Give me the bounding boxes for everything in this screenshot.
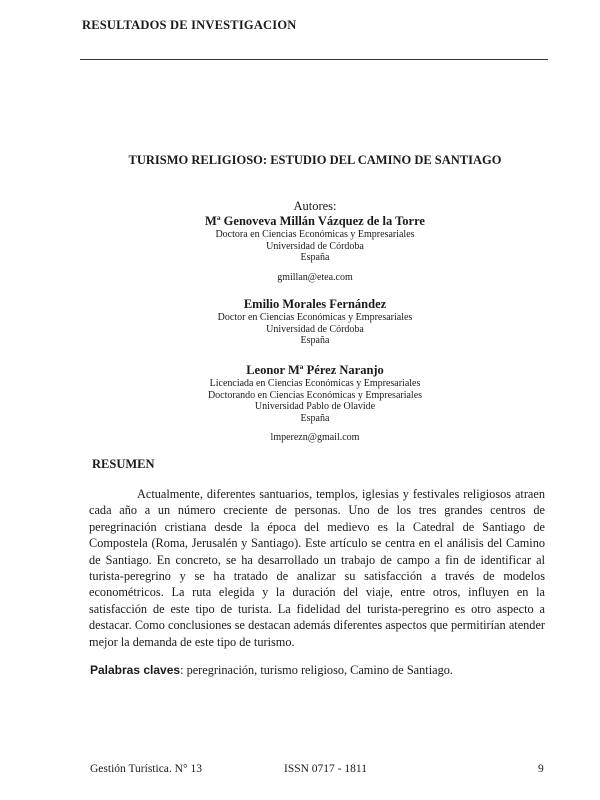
author-name: Mª Genoveva Millán Vázquez de la Torre	[205, 214, 425, 228]
author-country: España	[300, 252, 330, 263]
author-country: España	[300, 335, 330, 346]
abstract-heading: RESUMEN	[92, 457, 155, 471]
author-degree: Licenciada en Ciencias Económicas y Empresariales	[209, 378, 421, 389]
keywords	[90, 663, 550, 678]
author-country: España	[300, 412, 330, 424]
author-email: gmillan@etea.com	[277, 271, 353, 283]
abstract-body: Actualmente, diferentes santuarios, templos, iglesias y festivales religiosos atraen cada año a un número creciente de personas. Uno de los tres grandes centros de peregrinación cristiana desde la época del medievo es la Catedral de Santiago de Compostela (Roma, Jerusalén y Santiago). Este artículo se centra en el análisis del Camino de Santiago. En concreto, se ha desarrollado un trabajo de campo a fin de identificar al turista-peregrino y se ha tratado de analizar su satisfacción a través de modelos econométricos. La ruta elegida y la duración del viaje, entre otros, influyen en la satisfacción de este tipo de turista. La fidelidad del turista-peregrino es otro aspecto a destacar. Como conclusiones se destacan además diferentes aspectos que permitirían atender mejor la demanda de este tipo de turismo.	[89, 487, 545, 649]
authors-heading: Autores:	[293, 199, 337, 213]
author-name: Emilio Morales Fernández	[243, 297, 387, 311]
header-divider	[80, 59, 548, 60]
article-title: TURISMO RELIGIOSO: ESTUDIO DEL CAMINO DE SANTIAGO	[128, 153, 502, 167]
author-degree: Doctor en Ciencias Económicas y Empresariales	[217, 312, 413, 323]
author-block	[80, 296, 550, 347]
footer-journal: Gestión Turística. N° 13	[90, 763, 202, 775]
keywords-text: : peregrinación, turismo religioso, Camino de Santiago.	[180, 663, 453, 677]
keywords-label: Palabras claves	[90, 663, 181, 677]
section-label: RESULTADOS DE INVESTIGACION	[82, 18, 297, 32]
author-university: Universidad de Córdoba	[266, 240, 364, 252]
author-block	[80, 213, 550, 284]
author-university: Universidad de Córdoba	[266, 323, 364, 335]
author-doctorate: Doctorando en Ciencias Económicas y Empresariales	[207, 389, 423, 401]
author-university: Universidad Pablo de Olavide	[254, 401, 376, 412]
author-degree: Doctora en Ciencias Económicas y Empresariales	[215, 229, 415, 240]
author-name: Leonor Mª Pérez Naranjo	[246, 363, 384, 377]
page-number: 9	[538, 763, 544, 775]
author-block	[80, 362, 550, 444]
author-email: lmperezn@gmail.com	[270, 432, 360, 443]
footer-issn: ISSN 0717 - 1811	[284, 763, 367, 775]
